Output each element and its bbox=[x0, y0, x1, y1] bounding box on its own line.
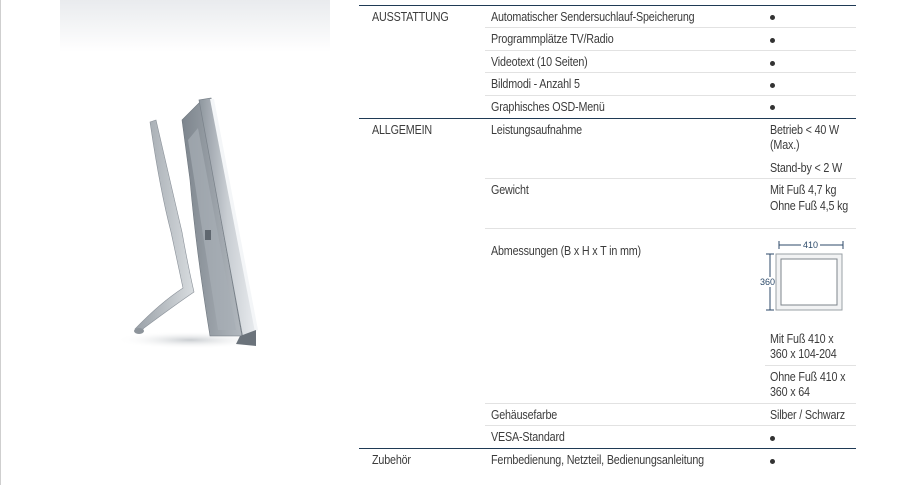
bullet-icon bbox=[770, 15, 775, 20]
row-separator bbox=[485, 178, 856, 179]
spec-label: Videotext (10 Seiten) bbox=[491, 55, 588, 69]
row-separator bbox=[485, 72, 856, 73]
spec-label: Automatischer Sendersuchlauf-Speicherung bbox=[491, 10, 695, 24]
tv-side-view-image bbox=[60, 0, 330, 485]
dimension-width-label: 410 bbox=[803, 240, 819, 250]
row-separator bbox=[485, 95, 856, 96]
section-title-zubehoer: Zubehör bbox=[372, 453, 411, 467]
spec-table bbox=[359, 0, 856, 485]
section-title-ausstattung: AUSSTATTUNG bbox=[372, 10, 449, 24]
row-separator bbox=[765, 365, 856, 366]
spec-value: Mit Fuß 4,7 kg bbox=[770, 183, 837, 197]
spec-value: Ohne Fuß 410 x 360 x 64 bbox=[770, 370, 846, 399]
spec-label: Fernbedienung, Netzteil, Bedienungsanleitung bbox=[491, 453, 704, 467]
bullet-icon bbox=[770, 436, 775, 441]
spec-label: Gehäusefarbe bbox=[491, 408, 558, 422]
spec-label: Bildmodi - Anzahl 5 bbox=[491, 77, 580, 91]
bullet-icon bbox=[770, 459, 775, 464]
spec-label: VESA-Standard bbox=[491, 430, 565, 444]
page-left-border bbox=[0, 0, 1, 485]
row-separator bbox=[485, 50, 856, 51]
spec-value: Stand-by < 2 W bbox=[770, 161, 842, 175]
spec-label: Graphisches OSD-Menü bbox=[491, 100, 605, 114]
spec-label: Gewicht bbox=[491, 183, 529, 197]
dimension-height-label: 360 bbox=[760, 277, 776, 287]
spec-value: Ohne Fuß 4,5 kg bbox=[770, 199, 849, 213]
section-rule bbox=[359, 448, 856, 449]
spec-label: Programmplätze TV/Radio bbox=[491, 32, 614, 46]
bullet-icon bbox=[770, 105, 775, 110]
bullet-icon bbox=[770, 61, 775, 66]
row-separator bbox=[485, 403, 856, 404]
section-rule bbox=[359, 118, 856, 119]
spec-value: Mit Fuß 410 x 360 x 104-204 bbox=[770, 332, 837, 361]
spec-label: Leistungsaufnahme bbox=[491, 123, 582, 137]
row-separator bbox=[485, 228, 856, 229]
bullet-icon bbox=[770, 38, 775, 43]
dimension-diagram-icon bbox=[760, 236, 856, 316]
product-photo-area bbox=[60, 0, 330, 485]
spec-label: Abmessungen (B x H x T in mm) bbox=[491, 244, 641, 258]
bullet-icon bbox=[770, 83, 775, 88]
spec-value: Silber / Schwarz bbox=[770, 408, 845, 422]
row-separator bbox=[485, 27, 856, 28]
section-rule bbox=[359, 5, 856, 6]
row-separator bbox=[485, 425, 856, 426]
section-title-allgemein: ALLGEMEIN bbox=[372, 123, 432, 137]
spec-value: Betrieb < 40 W (Max.) bbox=[770, 123, 840, 152]
